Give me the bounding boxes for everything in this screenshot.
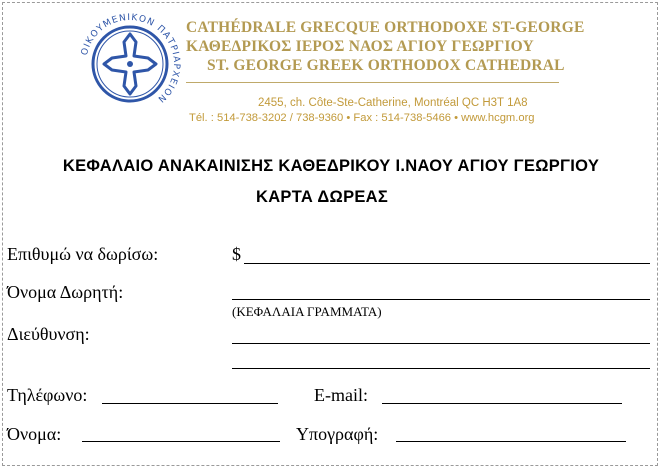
seal-text: ΟΙΚΟΥΜΕΝΙΚΟΝ ΠΑΤΡΙΑΡΧΕΙΟΝ — [79, 12, 182, 105]
patriarchate-seal-logo — [78, 12, 182, 116]
donate-amount-label: Επιθυμώ να δωρίσω: — [7, 244, 159, 264]
cathedral-name-french: CATHÉDRALE GRECQUE ORTHODOXE ST-GEORGE — [186, 19, 585, 36]
capitals-note: (ΚΕΦΑΛΑΙΑ ΓΡΑΜΜΑΤΑ) — [232, 304, 382, 319]
cathedral-name-greek: ΚΑΘΕΔΡΙΚΟΣ ΙΕΡΟΣ ΝΑΟΣ ΑΓΙΟΥ ΓΕΩΡΓΙΟΥ — [186, 38, 534, 55]
form-title: ΚΕΦΑΛΑΙΟ ΑΝΑΚΑΙΝΙΣΗΣ ΚΑΘΕΔΡΙΚΟΥ Ι.ΝΑΟΥ ΑΓΙΟΥ ΓΕΩΡΓΙΟΥ — [62, 157, 600, 175]
name-label: Όνομα: — [7, 424, 62, 444]
phone-label: Τηλέφωνο: — [7, 385, 88, 405]
currency-symbol: $ — [232, 244, 241, 264]
cathedral-contact-info: Tél. : 514-738-3202 / 738-9360 • Fax : 514-738-5466 • www.hcgm.org — [189, 112, 535, 124]
signature-field[interactable] — [396, 441, 626, 442]
address-field-line-1[interactable] — [232, 343, 650, 344]
form-subtitle: ΚΑΡΤΑ ΔΩΡΕΑΣ — [256, 188, 389, 206]
cathedral-name-english: ST. GEORGE GREEK ORTHODOX CATHEDRAL — [207, 57, 565, 74]
address-field-line-2[interactable] — [232, 368, 650, 369]
email-label: E-mail: — [314, 385, 368, 405]
signature-label: Υπογραφή: — [296, 424, 379, 444]
donate-amount-field[interactable] — [244, 263, 650, 264]
donor-name-field[interactable] — [232, 299, 650, 300]
donor-name-label: Όνομα Δωρητή: — [7, 282, 124, 302]
email-field[interactable] — [382, 403, 622, 404]
header-divider — [186, 82, 559, 83]
phone-field[interactable] — [102, 403, 278, 404]
cathedral-address: 2455, ch. Côte-Ste-Catherine, Montréal QC H3T 1A8 — [258, 97, 528, 109]
name-field[interactable] — [82, 441, 280, 442]
address-label: Διεύθυνση: — [7, 324, 90, 344]
